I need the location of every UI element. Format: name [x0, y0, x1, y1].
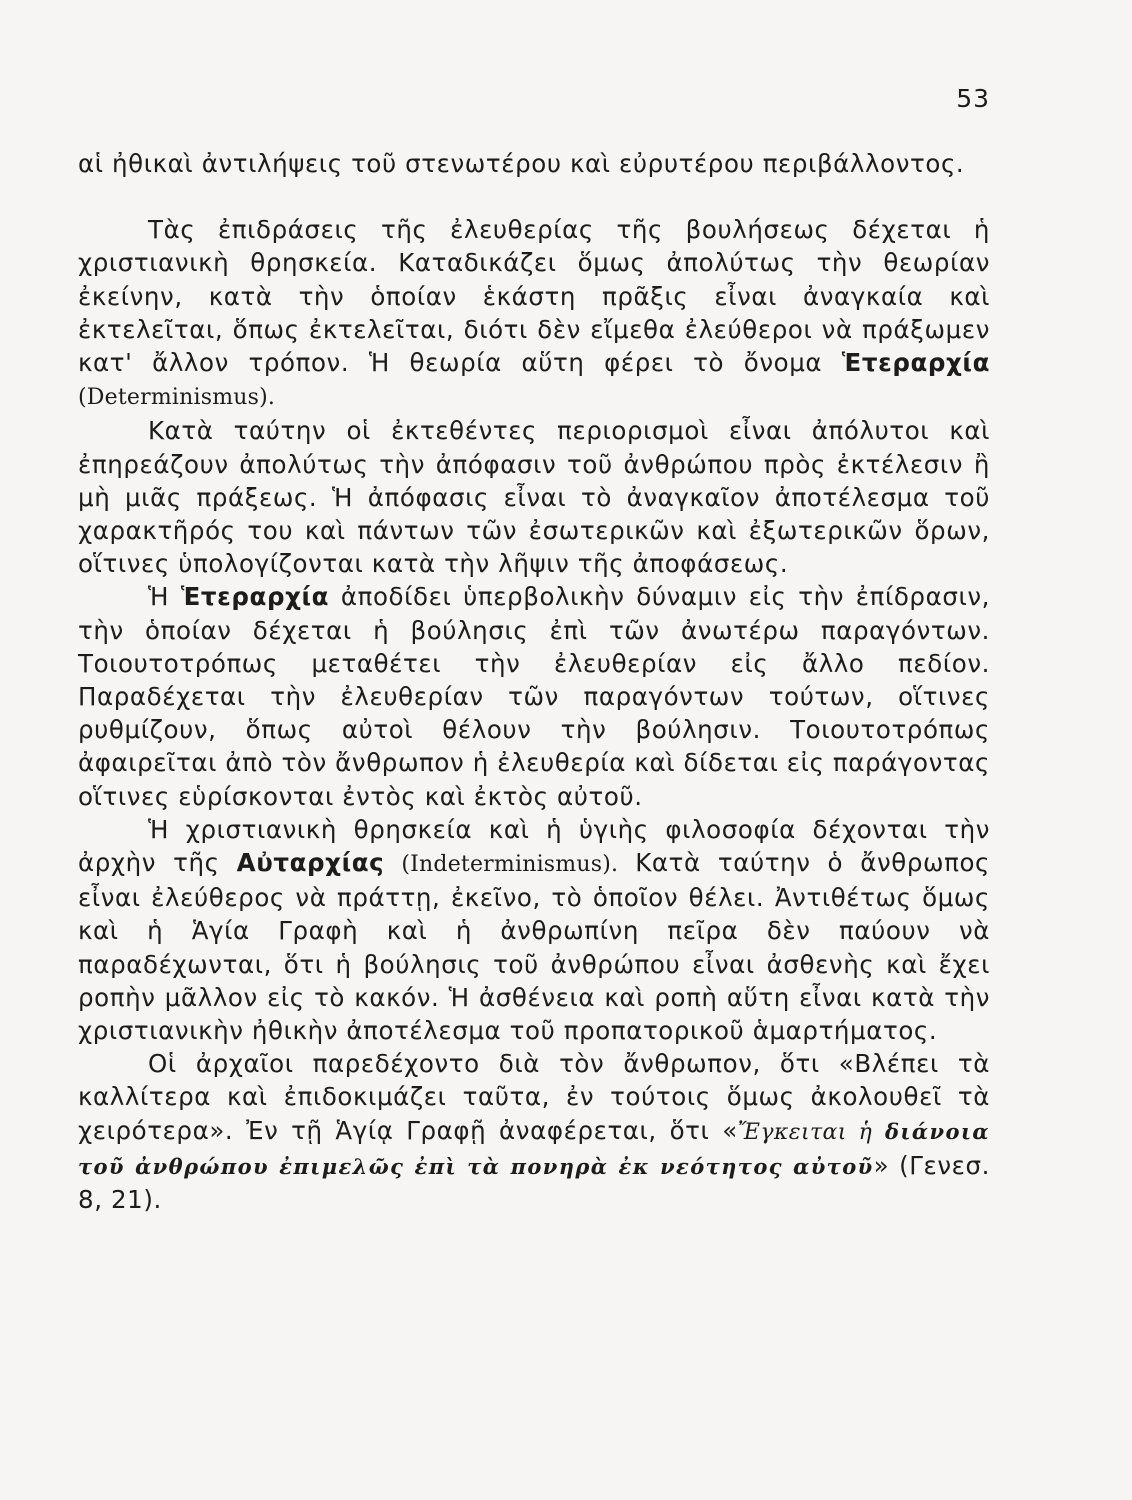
scripture-quote: διάνοια τοῦ ἀνθρώπου ἐπιμελῶς ἐπὶ τὰ πονηρὰ ἐκ νεότητος αὐτοῦ — [78, 1118, 990, 1179]
page-number: 53 — [956, 84, 990, 113]
term-latin-indeterminismus: (Indeterminismus). — [401, 852, 619, 878]
paragraph-heterarchy-critique — [78, 580, 990, 812]
paragraph-text: Τὰς ἐπιδράσεις τῆς ἐλευθερίας τῆς βουλήσεως δέχεται ἡ χριστιανικὴ θρησκεία. Καταδικάζει ὅμως ἀπολύτως τὴν θεωρίαν ἐκείνην, κατὰ τὴν ὁποίαν ἑκάστη πρᾶξις εἶναι ἀναγκαία καὶ ἐκτελεῖται, ὅπως ἐκτελεῖται, διότι δὲν εἴμεθα ἐλεύθεροι νὰ πράξωμεν κατ' ἄλλον τρόπον. Ἡ θεωρία αὕτη φέρει τὸ ὄνομα — [78, 215, 990, 378]
paragraph-autarchy — [78, 813, 990, 1047]
body-text — [78, 147, 990, 1216]
term-heterarchy: Ἑτεραρχία — [841, 348, 991, 378]
paragraph-continuation — [78, 147, 990, 180]
scripture-citation: (Γενεσ. 8, 21). — [78, 1150, 990, 1215]
term-latin-determinismus: (Determinismus). — [78, 385, 276, 411]
paragraph-text: αἱ ἠθικαὶ ἀντιλήψεις τοῦ στενωτέρου καὶ εὐρυτέρου περιβάλλοντος. — [78, 149, 965, 178]
paragraph-text: Οἱ ἀρχαῖοι παρεδέχοντο διὰ τὸν ἄνθρωπον, ὅτι «Βλέπει τὰ καλλίτερα καὶ ἐπιδοκιμάζει ταῦτα, ἐν τούτοις ὅμως ἀκολουθεῖ τὰ χειρότερα». Ἐν τῇ Ἁγίᾳ Γραφῇ ἀναφέρεται, ὅτι « — [78, 1049, 990, 1145]
paragraph-heterarchy-consequences — [78, 414, 990, 580]
paragraph-ancients-scripture — [78, 1047, 990, 1216]
term-autarchy: Αὐταρχίας — [236, 848, 385, 878]
paragraph-text: Κατὰ ταύτην ὁ ἄνθρωπος εἶναι ἐλεύθερος νὰ πράττῃ, ἐκεῖνο, τὸ ὁποῖον θέλει. Ἀντιθέτως ὅμως καὶ ἡ Ἁγία Γραφὴ καὶ ἡ ἀνθρωπίνη πεῖρα δὲν παύουν νὰ παραδέχωνται, ὅτι ἡ βούλησις τοῦ ἀνθρώπου εἶναι ἀσθενὴς καὶ ἔχει ροπὴν μᾶλλον εἰς τὸ κακόν. Ἡ ἀσθένεια καὶ ροπὴ αὕτη εἶναι κατὰ τὴν χριστιανικὴν ἠθικὴν ἀποτέλεσμα τοῦ προπατορικοῦ ἁμαρτήματος. — [78, 848, 991, 1046]
paragraph-lead: Ἡ — [148, 582, 170, 612]
term-heterarchy: Ἑτεραρχία — [180, 582, 330, 612]
paragraph-text: Κατὰ ταύτην οἱ ἐκτεθέντες περιορισμοὶ εἶναι ἀπόλυτοι καὶ ἐπηρεάζουν ἀπολύτως τὴν ἀπόφασιν τοῦ ἀνθρώπου πρὸς ἐκτέλεσιν ἢ μὴ μιᾶς πράξεως. Ἡ ἀπόφασις εἶναι τὸ ἀναγκαῖον ἀποτέλεσμα τοῦ χαρακτῆρός του καὶ πάντων τῶν ἐσωτερικῶν καὶ ἐξωτερικῶν ὅρων, οἵτινες ὑπολογίζονται κατὰ τὴν λῆψιν τῆς ἀποφάσεως. — [78, 416, 990, 579]
paragraph-text: Ἡ χριστιανικὴ θρησκεία καὶ ἡ ὑγιὴς φιλοσοφία δέχονται τὴν ἀρχὴν τῆς — [78, 814, 990, 878]
paragraph-text: ἀποδίδει ὑπερβολικὴν δύναμιν εἰς τὴν ἐπίδρασιν, τὴν ὁποίαν δέχεται ἡ βούλησις ἐπὶ τῶν ἀνωτέρω παραγόντων. Τοιουτοτρόπως μεταθέτει τὴν ἐλευθερίαν εἰς ἄλλο πεδίον. Παραδέχεται τὴν ἐλευθερίαν τῶν παραγόντων τούτων, οἵτινες ρυθμίζουν, ὅπως αὐτοὶ θέλουν τὴν βούλησιν. Τοιουτοτρόπως ἀφαιρεῖται ἀπὸ τὸν ἄνθρωπον ἡ ἐλευθερία καὶ δίδεται εἰς παράγοντας οἵτινες εὑρίσκονται ἐντὸς καὶ ἐκτὸς αὐτοῦ. — [78, 582, 991, 811]
quote-close: » — [873, 1150, 890, 1180]
paragraph-heterarchy-intro — [78, 213, 990, 414]
scripture-quote-start: Ἔγκειται ἡ — [737, 1119, 873, 1145]
